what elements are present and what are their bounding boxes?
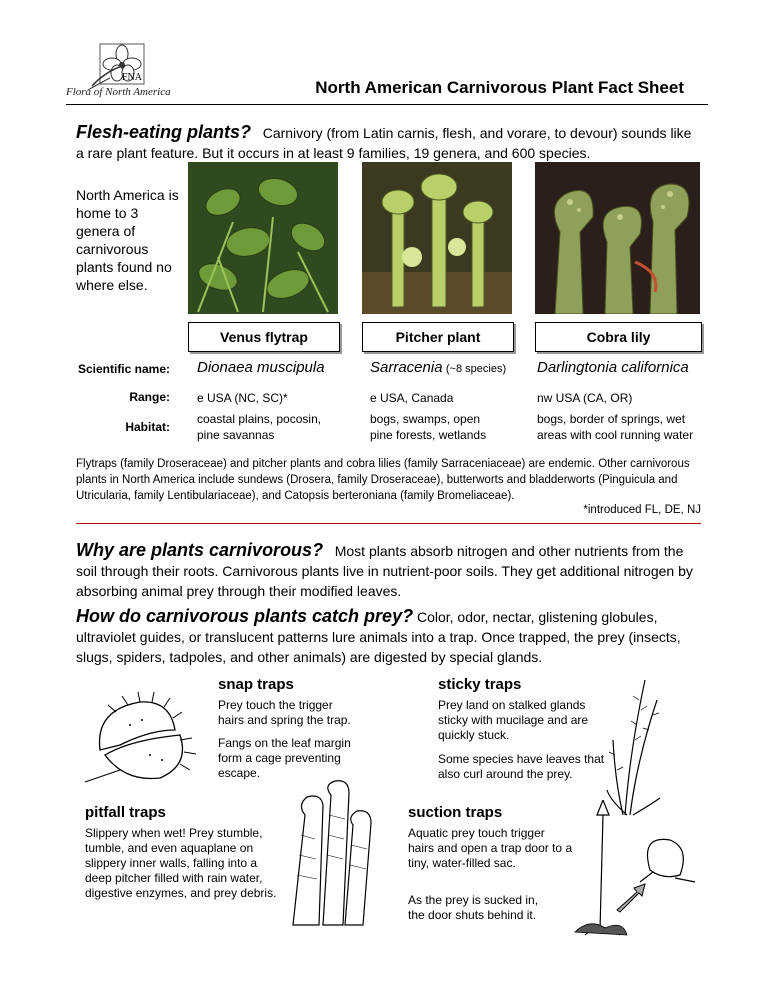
how-paragraph bbox=[76, 606, 701, 667]
habitat-venus: coastal plains, pocosin, pine savannas bbox=[197, 412, 322, 442]
column-pitcher-plant: Pitcher plant bbox=[362, 322, 514, 352]
sticky-trap-text-2: Some species have leaves that also curl around the prey. bbox=[438, 752, 605, 781]
column-venus-flytrap: Venus flytrap bbox=[188, 322, 340, 352]
venus-flytrap-photo bbox=[188, 162, 338, 314]
cobra-lily-photo bbox=[535, 162, 700, 314]
endemic-note: Flytraps (family Droseraceae) and pitcher plants and cobra lilies (family Sarraceniaceae) are endemic. Other carnivorous plants in North America include sundews (Drosera, family Droseraceae), butterworts and bladderworts (Pinguicula and Utricularia, family Lentibulariaceae), and Catopsis berteroniana (family Bromeliaceae). bbox=[76, 458, 690, 502]
suction-trap-illustration bbox=[545, 800, 705, 945]
pitfall-trap-title: pitfall traps bbox=[85, 804, 166, 821]
range-cobra: nw USA (CA, OR) bbox=[537, 391, 633, 405]
suction-trap-title: suction traps bbox=[408, 804, 503, 821]
intro-body: Carnivory (from Latin carnis, flesh, and vorare, to devour) sounds like a rare plant feature. But it occurs in at least 9 families, 19 genera, and 600 species. bbox=[76, 125, 692, 161]
suction-trap-text-2: As the prey is sucked in, the door shuts behind it. bbox=[408, 893, 539, 922]
why-body: Most plants absorb nitrogen and other nutrients from the soil through their roots. Carnivorous plants live in nutrient-poor soils. They get additional nitrogen by absorbing animal prey through their modified leaves. bbox=[76, 543, 693, 599]
label-habitat: Habitat: bbox=[125, 420, 170, 434]
sticky-trap-text-1: Prey land on stalked glands sticky with mucilage and are quickly stuck. bbox=[438, 698, 589, 742]
intro-heading: Flesh-eating plants? bbox=[76, 122, 252, 142]
snap-trap-illustration bbox=[80, 690, 205, 795]
habitat-pitcher: bogs, swamps, open pine forests, wetlands bbox=[370, 412, 487, 442]
suction-trap-text-1: Aquatic prey touch trigger hairs and open a trap door to a tiny, water-filled sac. bbox=[408, 826, 573, 870]
section-divider bbox=[76, 523, 701, 524]
range-pitcher: e USA, Canada bbox=[370, 391, 454, 405]
scientific-pitcher-note: (~8 species) bbox=[445, 363, 507, 375]
scientific-venus: Dionaea muscipula bbox=[197, 359, 325, 376]
scientific-pitcher-cell bbox=[370, 360, 506, 377]
logo-abbrev: FNA bbox=[122, 72, 143, 83]
snap-trap-text-1: Prey touch the trigger hairs and spring the trap. bbox=[218, 698, 351, 727]
snap-trap-text-2: Fangs on the leaf margin form a cage preventing escape. bbox=[218, 736, 351, 780]
intro-paragraph bbox=[76, 122, 701, 163]
column-cobra-lily: Cobra lily bbox=[535, 322, 702, 352]
page-title: North American Carnivorous Plant Fact Sheet bbox=[315, 78, 684, 97]
range-venus: e USA (NC, SC)* bbox=[197, 391, 288, 405]
scientific-cobra: Darlingtonia californica bbox=[537, 359, 689, 376]
label-scientific-name: Scientific name: bbox=[77, 362, 170, 376]
logo-caption: Flora of North America bbox=[66, 86, 171, 98]
label-range: Range: bbox=[129, 390, 170, 404]
header-divider bbox=[66, 104, 708, 105]
habitat-cobra: bogs, border of springs, wet areas with cool running water bbox=[537, 412, 694, 442]
pitcher-plant-photo bbox=[362, 162, 512, 314]
how-heading: How do carnivorous plants catch prey? bbox=[76, 606, 414, 626]
pitfall-trap-text: Slippery when wet! Prey stumble, tumble, and even aquaplane on slippery inner walls, falling into a deep pitcher filled with rain water, digestive enzymes, and prey debris. bbox=[85, 826, 277, 900]
why-heading: Why are plants carnivorous? bbox=[76, 540, 324, 560]
introduced-note: *introduced FL, DE, NJ bbox=[583, 504, 701, 516]
why-paragraph bbox=[76, 540, 701, 601]
sticky-trap-title: sticky traps bbox=[438, 676, 522, 693]
how-body: Color, odor, nectar, glistening globules, ultraviolet guides, or translucent patterns lure animals into a trap. Once trapped, the prey (insects, slugs, spiders, tadpoles, and other animals) are digested by special glands. bbox=[76, 609, 681, 665]
scientific-pitcher: Sarracenia bbox=[370, 359, 443, 376]
intro-side-note: North America is home to 3 genera of carnivorous plants found no where else. bbox=[76, 187, 179, 293]
snap-trap-title: snap traps bbox=[218, 676, 294, 693]
pitfall-trap-illustration bbox=[283, 775, 383, 935]
